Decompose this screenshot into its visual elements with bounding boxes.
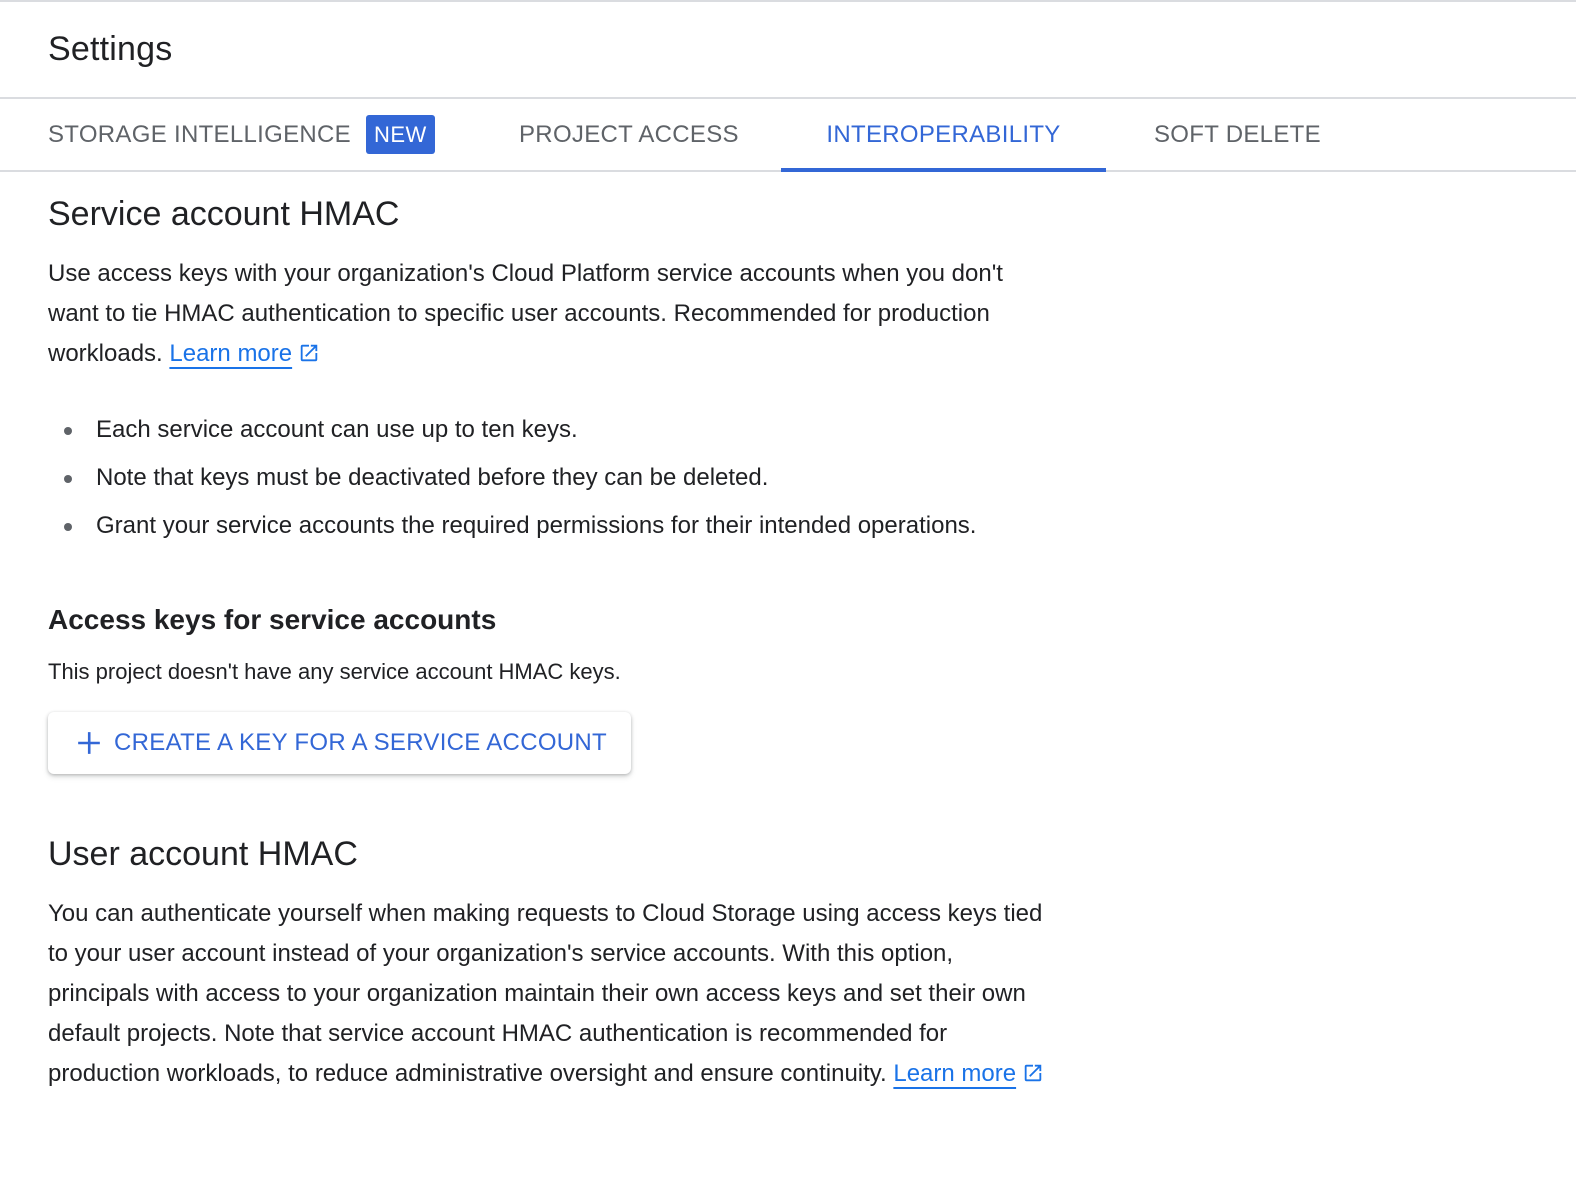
tab-storage-intelligence[interactable] xyxy=(48,99,435,170)
service-hmac-description xyxy=(48,254,1058,374)
tab-bar xyxy=(0,99,1576,172)
create-button-label: CREATE A KEY FOR A SERVICE ACCOUNT xyxy=(114,729,608,756)
no-keys-message: This project doesn't have any service account HMAC keys. xyxy=(48,659,621,684)
page-header xyxy=(0,2,1576,99)
service-hmac-title: Service account HMAC xyxy=(48,195,400,233)
tab-label: SOFT DELETE xyxy=(1154,120,1321,148)
list-item: Note that keys must be deactivated before they can be deleted. xyxy=(48,454,1080,502)
service-hmac-description-text: Use access keys with your organization's Cloud Platform service accounts when you don't want to tie HMAC authentication to specific user accounts. Recommended for production workloads. xyxy=(48,260,1003,367)
tab-label: STORAGE INTELLIGENCE xyxy=(48,120,351,148)
user-hmac-title: User account HMAC xyxy=(48,835,358,873)
external-link-icon[interactable] xyxy=(298,342,320,364)
new-badge: NEW xyxy=(366,115,435,154)
access-keys-title: Access keys for service accounts xyxy=(48,604,497,635)
tab-project-access[interactable] xyxy=(519,99,739,170)
tab-label: PROJECT ACCESS xyxy=(519,120,739,148)
create-service-account-key-button[interactable] xyxy=(48,712,631,774)
user-hmac-description-text: You can authenticate yourself when making requests to Cloud Storage using access keys tied to your user account instead of your organization's service accounts. With this option, principals with access to your organization maintain their own access keys and set their own default projects. Note that service account HMAC authentication is recommended for production workloads, to reduce administrative oversight and ensure continuity. xyxy=(48,900,1043,1087)
learn-more-label: Learn more xyxy=(893,1060,1017,1087)
service-hmac-bullets xyxy=(48,406,1080,550)
tab-soft-delete[interactable] xyxy=(1154,99,1321,170)
list-item: Grant your service accounts the required permissions for their intended operations. xyxy=(48,502,1080,550)
user-hmac-description xyxy=(48,894,1058,1094)
service-learn-more-link[interactable] xyxy=(169,340,292,367)
user-learn-more-link[interactable] xyxy=(893,1060,1016,1087)
learn-more-label: Learn more xyxy=(169,340,293,367)
list-item: Each service account can use up to ten keys. xyxy=(48,406,1080,454)
page-title: Settings xyxy=(48,30,173,68)
tab-label: INTEROPERABILITY xyxy=(826,120,1061,148)
interoperability-content xyxy=(0,194,1080,1094)
tab-interoperability[interactable] xyxy=(781,99,1106,170)
external-link-icon[interactable] xyxy=(1022,1062,1044,1084)
plus-icon xyxy=(76,730,102,756)
